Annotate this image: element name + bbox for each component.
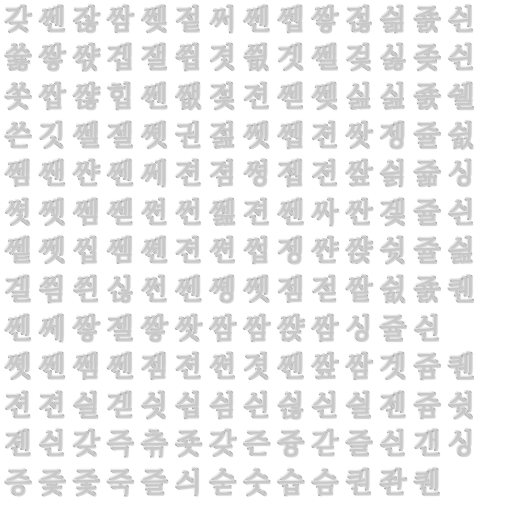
glyph: 겣 bbox=[380, 197, 407, 229]
glyph: 쎈 bbox=[277, 197, 304, 229]
glyph: 쌈 bbox=[311, 313, 338, 345]
glyph: 쉿 bbox=[380, 236, 407, 268]
glyph: 쎈 bbox=[5, 313, 32, 345]
glyph: 쥼 bbox=[414, 390, 441, 422]
glyph: 싓 bbox=[141, 390, 168, 422]
glyph: 씞 bbox=[243, 43, 270, 75]
glyph: 싱 bbox=[345, 313, 373, 345]
glyph: 쌴 bbox=[73, 159, 100, 191]
glyph: 젙 bbox=[175, 4, 202, 36]
glyph: 쎵 bbox=[243, 159, 270, 191]
glyph: 씐 bbox=[73, 274, 100, 306]
glyph: 쌋 bbox=[175, 313, 202, 345]
glyph: 쎤 bbox=[209, 236, 236, 268]
glyph: 싼 bbox=[345, 197, 373, 229]
glyph: 쎈 bbox=[39, 352, 66, 384]
glyph-row bbox=[1, 271, 513, 310]
glyph: 싄 bbox=[448, 197, 475, 229]
glyph: 쥴 bbox=[380, 313, 407, 345]
glyph: 갇 bbox=[311, 429, 338, 461]
glyph: 싄 bbox=[243, 390, 270, 422]
glyph: 쏏 bbox=[141, 120, 168, 152]
glyph: 즐 bbox=[345, 429, 373, 461]
glyph: 쏀 bbox=[141, 236, 168, 268]
glyph: 쎈 bbox=[39, 4, 66, 36]
glyph: 젼 bbox=[243, 81, 270, 113]
glyph: 죽 bbox=[107, 467, 134, 499]
glyph: 쎳 bbox=[5, 197, 32, 229]
glyph: 쎄 bbox=[141, 159, 168, 191]
glyph: 쎌 bbox=[311, 43, 338, 75]
glyph-row bbox=[1, 155, 513, 194]
glyph: 깃 bbox=[39, 120, 66, 152]
glyph: 젆 bbox=[345, 4, 373, 36]
glyph: 쎈 bbox=[243, 4, 270, 36]
glyph: 쥶 bbox=[414, 159, 441, 191]
glyph: 졘 bbox=[5, 429, 32, 461]
glyph: 갖 bbox=[73, 429, 100, 461]
glyph: 싢 bbox=[107, 274, 134, 306]
glyph: 겓 bbox=[107, 390, 134, 422]
glyph: 젱 bbox=[380, 120, 407, 152]
glyph-row bbox=[1, 117, 513, 156]
glyph: 쎤 bbox=[141, 197, 168, 229]
glyph: 잴 bbox=[141, 43, 168, 75]
glyph: 갖 bbox=[5, 4, 32, 36]
glyph: 젼 bbox=[175, 159, 202, 191]
glyph: 쏑 bbox=[209, 274, 236, 306]
glyph: 죬 bbox=[414, 81, 441, 113]
glyph: 젬 bbox=[277, 274, 304, 306]
glyph: 쎔 bbox=[107, 236, 134, 268]
glyph: 쌈 bbox=[345, 352, 373, 384]
glyph: 숟 bbox=[209, 467, 236, 499]
glyph: 쉾 bbox=[448, 120, 475, 152]
glyph: 쓣 bbox=[5, 43, 32, 75]
glyph: 싪 bbox=[345, 81, 373, 113]
glyph: 싀 bbox=[175, 467, 202, 499]
glyph: 쌓 bbox=[73, 313, 100, 345]
glyph: 쌓 bbox=[39, 43, 66, 75]
glyph: 젼 bbox=[243, 197, 270, 229]
glyph: 쎗 bbox=[243, 274, 270, 306]
glyph: 젱 bbox=[277, 236, 304, 268]
glyph: 쎋 bbox=[107, 197, 134, 229]
glyph: 싫 bbox=[380, 43, 407, 75]
glyph: 쌓 bbox=[141, 313, 168, 345]
glyph: 쌦 bbox=[175, 81, 202, 113]
glyph: 쏫 bbox=[5, 81, 32, 113]
glyph-row bbox=[1, 40, 513, 79]
glyph: 쎋 bbox=[277, 81, 304, 113]
glyph: 쎔 bbox=[5, 159, 32, 191]
glyph: 쌒 bbox=[311, 352, 338, 384]
glyph: 쎄 bbox=[39, 313, 66, 345]
glyph: 즉 bbox=[107, 429, 134, 461]
glyph: 즌 bbox=[243, 429, 270, 461]
glyph: 쌈 bbox=[243, 313, 270, 345]
glyph: 갠 bbox=[414, 429, 441, 461]
glyph: 쌴 bbox=[311, 236, 338, 268]
glyph-row bbox=[1, 233, 513, 272]
glyph-row bbox=[1, 426, 513, 465]
glyph: 쎤 bbox=[209, 352, 236, 384]
glyph: 쎈 bbox=[107, 159, 134, 191]
glyph: 싄 bbox=[448, 43, 475, 75]
glyph: 쎌 bbox=[73, 120, 100, 152]
glyph: 갖 bbox=[209, 429, 236, 461]
glyph: 줓 bbox=[73, 467, 100, 499]
glyph: 씜 bbox=[39, 274, 66, 306]
glyph: 쌵 bbox=[277, 313, 304, 345]
glyph-row bbox=[1, 78, 513, 117]
glyph: 쥼 bbox=[414, 352, 441, 384]
glyph: 썹 bbox=[243, 236, 270, 268]
glyph: 권 bbox=[175, 120, 202, 152]
glyph: 쌈 bbox=[209, 313, 236, 345]
glyph: 겻 bbox=[243, 352, 270, 384]
glyph: 젗 bbox=[209, 81, 236, 113]
glyph: 쎚 bbox=[311, 81, 338, 113]
glyph-row bbox=[1, 464, 513, 503]
glyph: 쥴 bbox=[414, 120, 441, 152]
glyph: 젼 bbox=[175, 236, 202, 268]
glyph: 겟 bbox=[277, 43, 304, 75]
glyph: 쎈 bbox=[277, 352, 304, 384]
glyph: 젤 bbox=[107, 313, 134, 345]
glyph: 젼 bbox=[311, 159, 338, 191]
glyph: 젬 bbox=[141, 352, 168, 384]
glyph: 쌑 bbox=[345, 274, 373, 306]
glyph: 습 bbox=[277, 467, 304, 499]
glyph-row bbox=[1, 348, 513, 387]
glyph-row bbox=[1, 387, 513, 426]
glyph: 퀜 bbox=[448, 274, 475, 306]
glyph: 졈 bbox=[209, 159, 236, 191]
glyph: 썬 bbox=[175, 197, 202, 229]
glyph: 젎 bbox=[209, 120, 236, 152]
glyph: 젠 bbox=[380, 390, 407, 422]
glyph: 쓴 bbox=[5, 120, 32, 152]
glyph: 쎕 bbox=[277, 120, 304, 152]
glyph: 쎝 bbox=[5, 236, 32, 268]
glyph: 즟 bbox=[39, 467, 66, 499]
glyph: 쎗 bbox=[243, 120, 270, 152]
glyph: 쎒 bbox=[209, 197, 236, 229]
glyph: 쌈 bbox=[107, 4, 134, 36]
glyph: 증 bbox=[5, 467, 32, 499]
glyph: 숫 bbox=[243, 467, 270, 499]
glyph: 싸 bbox=[311, 197, 338, 229]
glyph: 쏏 bbox=[5, 352, 32, 384]
glyph: 쎈 bbox=[141, 81, 168, 113]
glyph: 쎗 bbox=[39, 236, 66, 268]
glyph: 젼 bbox=[175, 352, 202, 384]
glyph: 퀜 bbox=[448, 352, 475, 384]
glyph: 쉘 bbox=[448, 81, 475, 113]
glyph: 퀜 bbox=[414, 467, 441, 499]
glyph-grid bbox=[1, 1, 513, 504]
glyph: 싄 bbox=[414, 313, 441, 345]
glyph: 즁 bbox=[277, 429, 304, 461]
glyph: 쎗 bbox=[39, 197, 66, 229]
glyph-row bbox=[1, 1, 513, 40]
glyph: 죳 bbox=[175, 429, 202, 461]
glyph: 쌘 bbox=[39, 159, 66, 191]
glyph: 싄 bbox=[39, 429, 66, 461]
glyph: 죬 bbox=[414, 274, 441, 306]
glyph: 겝 bbox=[107, 43, 134, 75]
glyph: 씝 bbox=[175, 43, 202, 75]
glyph: 쌉 bbox=[39, 81, 66, 113]
glyph: 쌒 bbox=[345, 159, 373, 191]
glyph: 겇 bbox=[345, 43, 373, 75]
glyph: 젼 bbox=[5, 390, 32, 422]
glyph: 쎔 bbox=[73, 197, 100, 229]
glyph: 싄 bbox=[448, 4, 475, 36]
glyph: 싈 bbox=[73, 390, 100, 422]
glyph: 젇 bbox=[311, 274, 338, 306]
glyph: 쎈 bbox=[107, 352, 134, 384]
glyph-row bbox=[1, 310, 513, 349]
glyph: 즐 bbox=[141, 467, 168, 499]
glyph: 퀀 bbox=[345, 467, 373, 499]
glyph: 써 bbox=[209, 4, 236, 36]
glyph: 힙 bbox=[107, 81, 134, 113]
glyph: 싱 bbox=[448, 159, 475, 191]
glyph: 싆 bbox=[277, 390, 304, 422]
glyph: 젼 bbox=[311, 120, 338, 152]
glyph: 좐 bbox=[380, 467, 407, 499]
glyph: 젤 bbox=[107, 120, 134, 152]
glyph: 싐 bbox=[209, 390, 236, 422]
glyph: 싉 bbox=[380, 159, 407, 191]
glyph: 쌓 bbox=[311, 4, 338, 36]
glyph: 싄 bbox=[311, 390, 338, 422]
glyph: 싱 bbox=[448, 429, 475, 461]
glyph: 쥴 bbox=[414, 236, 441, 268]
glyph: 쎈 bbox=[175, 274, 202, 306]
glyph: 죬 bbox=[414, 4, 441, 36]
glyph: 쎕 bbox=[277, 4, 304, 36]
glyph: 쌋 bbox=[345, 120, 373, 152]
glyph: 젼 bbox=[39, 390, 66, 422]
glyph: 싈 bbox=[345, 390, 373, 422]
glyph: 슴 bbox=[311, 467, 338, 499]
glyph: 쥴 bbox=[414, 197, 441, 229]
glyph: 츢 bbox=[141, 429, 168, 461]
glyph: 싎 bbox=[448, 236, 475, 268]
glyph: 씹 bbox=[73, 236, 100, 268]
glyph: 겻 bbox=[209, 43, 236, 75]
glyph: 싑 bbox=[175, 390, 202, 422]
glyph: 쌶 bbox=[73, 81, 100, 113]
glyph: 좆 bbox=[414, 43, 441, 75]
glyph: 싄 bbox=[380, 429, 407, 461]
glyph: 쉿 bbox=[448, 390, 475, 422]
glyph: 잖 bbox=[73, 4, 100, 36]
glyph: 쌵 bbox=[345, 236, 373, 268]
glyph: 젭 bbox=[277, 159, 304, 191]
glyph: 쎚 bbox=[141, 4, 168, 36]
glyph: 싪 bbox=[380, 81, 407, 113]
glyph: 썬 bbox=[141, 274, 168, 306]
glyph: 겔 bbox=[5, 274, 32, 306]
glyph: 쎔 bbox=[73, 352, 100, 384]
glyph: 쌳 bbox=[73, 43, 100, 75]
glyph: 겟 bbox=[380, 352, 407, 384]
glyph: 싊 bbox=[380, 4, 407, 36]
glyph: 쉾 bbox=[380, 274, 407, 306]
glyph-row bbox=[1, 194, 513, 233]
